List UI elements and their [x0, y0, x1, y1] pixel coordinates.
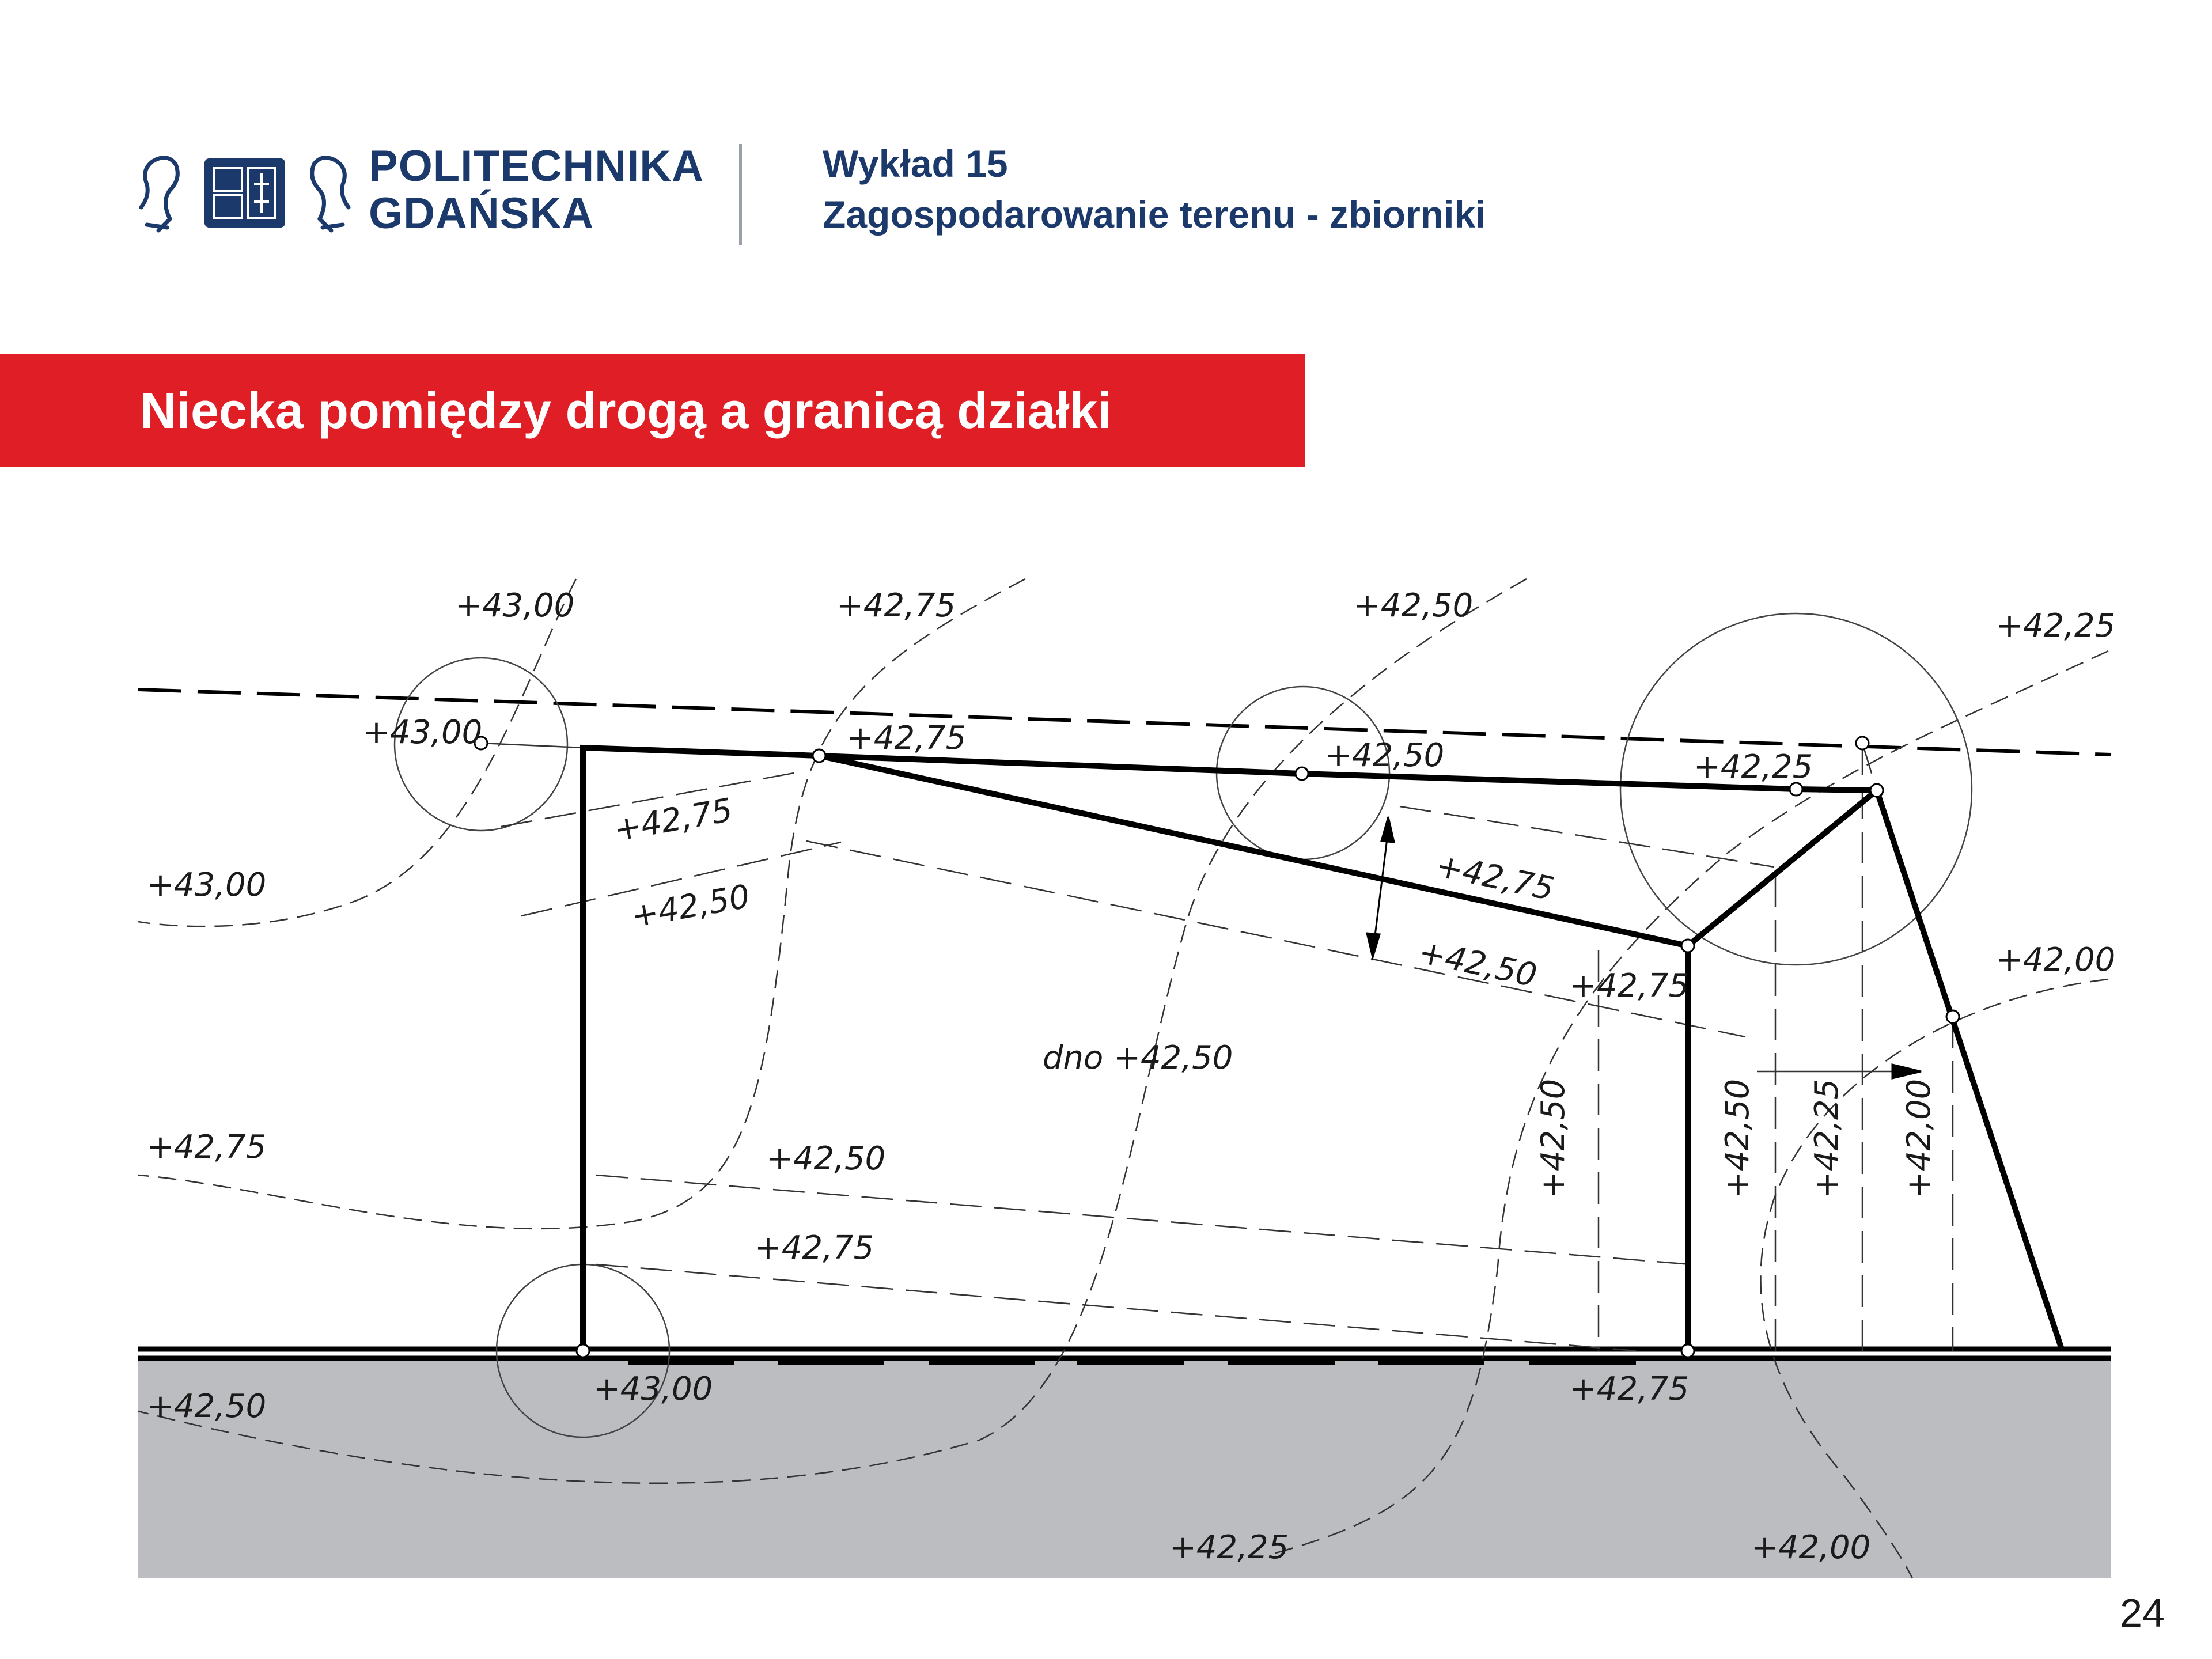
point-label: +43,00 [593, 1370, 713, 1408]
vertical-label: +42,25 [1808, 1078, 1846, 1198]
slope-label: +42,75 [611, 791, 736, 849]
point-label: +42,75 [847, 719, 967, 757]
contour-label: +42,25 [1169, 1529, 1289, 1566]
slope-label: +42,75 [1433, 847, 1558, 908]
road-edge [138, 1349, 2111, 1358]
contour-label: +42,00 [1751, 1529, 1871, 1566]
contour-label: +42,25 [1996, 607, 2116, 645]
vertical-label: +42,50 [1535, 1078, 1572, 1198]
contour-label: +43,00 [455, 587, 575, 624]
slide-title: Niecka pomiędzy drogą a granicą działki [140, 382, 1112, 439]
slope-arrow-horizontal [1892, 1065, 1921, 1078]
slope-label: +42,50 [1415, 933, 1540, 995]
point-label: +42,75 [1570, 1370, 1690, 1408]
page-number: 24 [2120, 1590, 2165, 1635]
contour-label: +42,75 [836, 587, 956, 624]
point-label: +42,25 [1694, 748, 1813, 786]
university-name-line1: POLITECHNIKA [369, 142, 704, 191]
contour-label: +42,00 [1996, 941, 2116, 979]
contour-label: +43,00 [147, 866, 267, 904]
university-name-line2: GDAŃSKA [369, 189, 594, 238]
contour-label: +42,50 [147, 1388, 267, 1425]
slope-label: +42,50 [766, 1140, 886, 1177]
bottom-elevation-label: dno +42,50 [1043, 1039, 1233, 1077]
slope-label: +42,50 [628, 877, 753, 935]
slope-arrow-diagonal [1367, 817, 1394, 957]
contour-label: +42,50 [1354, 587, 1474, 624]
vertical-label: +42,50 [1719, 1078, 1756, 1198]
point-label: +42,50 [1325, 737, 1445, 774]
slope-label: +42,75 [755, 1229, 874, 1267]
vertical-label: +42,00 [1900, 1078, 1938, 1198]
lecture-topic: Zagospodarowanie terenu - zbiorniki [823, 193, 1486, 236]
point-label: +43,00 [363, 714, 483, 751]
lecture-number: Wykład 15 [823, 142, 1008, 185]
point-label: +42,75 [1570, 967, 1690, 1005]
contour-label: +42,75 [147, 1128, 267, 1166]
